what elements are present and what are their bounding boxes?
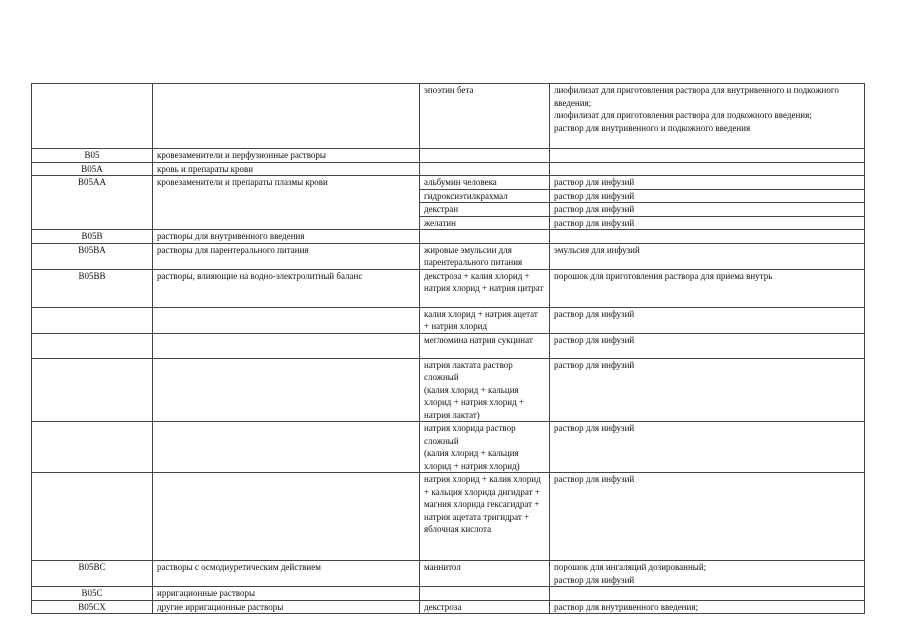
atc-code-cell: B05C — [32, 587, 153, 601]
group-name-cell — [153, 422, 420, 473]
group-name-cell: растворы, влияющие на водно-электролитный баланс — [153, 269, 420, 307]
table-row — [32, 561, 865, 587]
dosage-form-cell: раствор для инфузий — [550, 203, 865, 217]
group-name-cell — [153, 333, 420, 358]
group-name-cell: кровь и препараты крови — [153, 162, 420, 176]
drug-name-cell: декстроза + калия хлорид + натрия хлорид + натрия цитрат — [420, 269, 550, 307]
drug-name-cell: натрия лактата раствор сложный (калия хлорид + кальция хлорид + натрия хлорид + натрия лактат) — [420, 358, 550, 422]
atc-code-cell — [32, 422, 153, 473]
dosage-form-cell: порошок для приготовления раствора для приема внутрь — [550, 269, 865, 307]
atc-code-cell: B05B — [32, 230, 153, 244]
drug-name-cell: декстроза — [420, 600, 550, 614]
dosage-form-cell: раствор для инфузий — [550, 176, 865, 190]
atc-code-cell — [32, 84, 153, 149]
drug-name-cell: натрия хлорид + калия хлорид + кальция хлорида дигидрат + магния хлорида гексагидрат + натрия ацетата тригидрат + яблочная кислота — [420, 473, 550, 561]
drug-name-cell: декстран — [420, 203, 550, 217]
table-row — [32, 269, 865, 307]
group-name-cell: кровезаменители и перфузионные растворы — [153, 149, 420, 163]
atc-code-cell: B05 — [32, 149, 153, 163]
drug-name-cell: альбумин человека — [420, 176, 550, 190]
table-row — [32, 176, 865, 190]
dosage-form-cell: порошок для ингаляций дозированный; раствор для инфузий — [550, 561, 865, 587]
table-row — [32, 230, 865, 244]
table-row — [32, 587, 865, 601]
atc-code-cell — [32, 307, 153, 333]
group-name-cell — [153, 358, 420, 422]
dosage-form-cell — [550, 587, 865, 601]
table-row — [32, 84, 865, 149]
table-row — [32, 600, 865, 614]
atc-code-cell: B05A — [32, 162, 153, 176]
dosage-form-cell: раствор для инфузий — [550, 333, 865, 358]
table-row — [32, 149, 865, 163]
group-name-cell — [153, 473, 420, 561]
atc-code-cell: B05BC — [32, 561, 153, 587]
dosage-form-cell: раствор для инфузий — [550, 473, 865, 561]
dosage-form-cell: раствор для инфузий — [550, 216, 865, 230]
group-name-cell — [153, 307, 420, 333]
group-name-cell: другие ирригационные растворы — [153, 600, 420, 614]
drug-name-cell: меглюмина натрия сукцинат — [420, 333, 550, 358]
group-name-cell: ирригационные растворы — [153, 587, 420, 601]
atc-code-cell — [32, 333, 153, 358]
drug-name-cell — [420, 162, 550, 176]
drug-list-table — [31, 83, 865, 614]
table-row — [32, 243, 865, 269]
drug-name-cell: эпоэтин бета — [420, 84, 550, 149]
table-row — [32, 422, 865, 473]
drug-name-cell: натрия хлорида раствор сложный (калия хлорид + кальция хлорид + натрия хлорид) — [420, 422, 550, 473]
atc-code-cell — [32, 473, 153, 561]
drug-name-cell: калия хлорид + натрия ацетат + натрия хлорид — [420, 307, 550, 333]
group-name-cell: растворы для парентерального питания — [153, 243, 420, 269]
dosage-form-cell — [550, 230, 865, 244]
table-row — [32, 307, 865, 333]
drug-name-cell — [420, 149, 550, 163]
dosage-form-cell: раствор для инфузий — [550, 307, 865, 333]
drug-name-cell: жировые эмульсии для парентерального питания — [420, 243, 550, 269]
table-row — [32, 473, 865, 561]
atc-code-cell: B05CX — [32, 600, 153, 614]
dosage-form-cell: лиофилизат для приготовления раствора для внутривенного и подкожного введения; лиофилизат для приготовления раствора для подкожного введения; раствор для внутривенного и подкожного введения — [550, 84, 865, 149]
dosage-form-cell: эмульсия для инфузий — [550, 243, 865, 269]
atc-code-cell: B05BA — [32, 243, 153, 269]
drug-name-cell: маннитол — [420, 561, 550, 587]
atc-code-cell: B05BB — [32, 269, 153, 307]
dosage-form-cell: раствор для инфузий — [550, 189, 865, 203]
table-row — [32, 333, 865, 358]
dosage-form-cell: раствор для инфузий — [550, 422, 865, 473]
group-name-cell: растворы для внутривенного введения — [153, 230, 420, 244]
dosage-form-cell — [550, 162, 865, 176]
table-row — [32, 162, 865, 176]
dosage-form-cell: раствор для инфузий — [550, 358, 865, 422]
dosage-form-cell — [550, 149, 865, 163]
atc-code-cell — [32, 358, 153, 422]
drug-name-cell — [420, 587, 550, 601]
dosage-form-cell: раствор для внутривенного введения; — [550, 600, 865, 614]
group-name-cell: кровезаменители и препараты плазмы крови — [153, 176, 420, 230]
drug-name-cell — [420, 230, 550, 244]
table-row — [32, 358, 865, 422]
atc-code-cell: B05AA — [32, 176, 153, 230]
drug-name-cell: желатин — [420, 216, 550, 230]
group-name-cell: растворы с осмодиуретическим действием — [153, 561, 420, 587]
group-name-cell — [153, 84, 420, 149]
drug-name-cell: гидроксиэтилкрахмал — [420, 189, 550, 203]
